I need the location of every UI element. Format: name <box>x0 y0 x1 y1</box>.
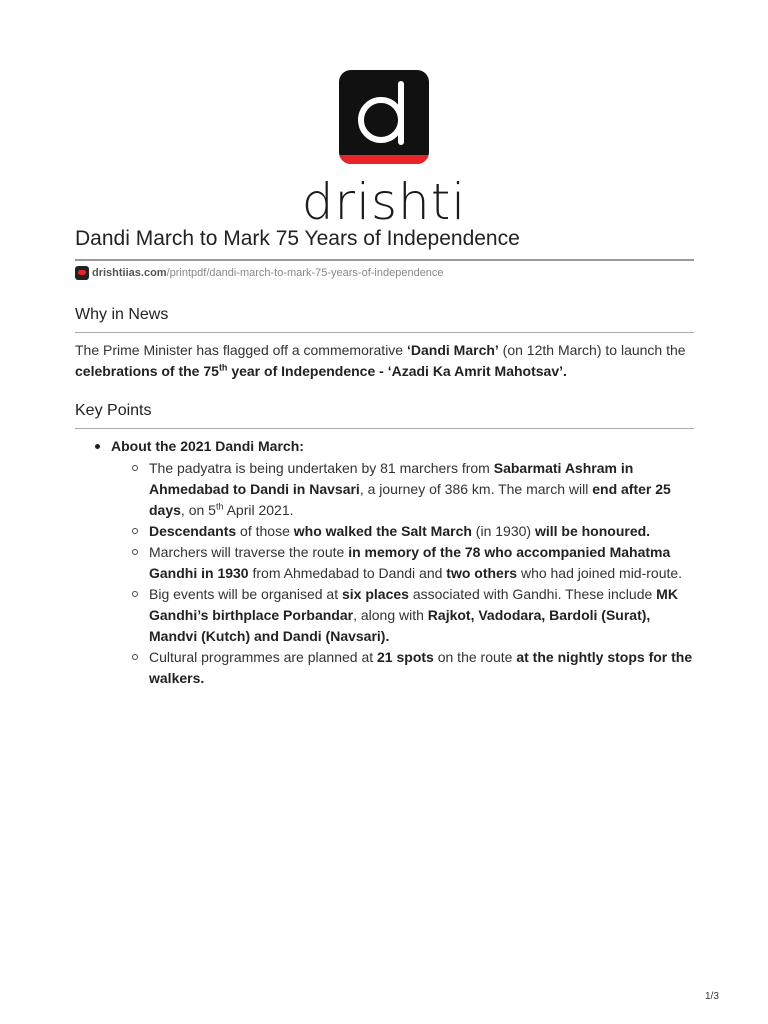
source-domain[interactable]: drishtiias.com <box>92 267 167 279</box>
text: who had joined mid-route. <box>517 565 683 581</box>
superscript: th <box>215 501 224 512</box>
text: Cultural programmes are planned at <box>149 649 378 665</box>
text: celebrations of the 75 <box>75 363 219 379</box>
circle-bullet-icon <box>132 528 138 534</box>
bullet-icon <box>95 444 100 449</box>
text: Marchers will traverse the route <box>149 544 349 560</box>
emphasis: ‘Dandi March’ <box>407 342 499 358</box>
text: (on 12th March) to launch the <box>498 342 686 358</box>
title-divider <box>75 259 694 261</box>
emphasis: will be honoured. <box>534 523 651 539</box>
page-number: 1/3 <box>705 991 719 1002</box>
logo-d-icon <box>339 70 429 164</box>
circle-bullet-icon <box>132 591 138 597</box>
text: , a journey of 386 km. The march will <box>359 481 593 497</box>
text: , along with <box>353 607 428 623</box>
circle-bullet-icon <box>132 654 138 660</box>
text: associated with Gandhi. These include <box>408 586 657 602</box>
sub-list-item <box>111 584 695 647</box>
list-item-label: About the 2021 Dandi March: <box>111 438 304 454</box>
circle-bullet-icon <box>132 465 138 471</box>
sub-list-item <box>111 542 695 584</box>
logo-mark <box>339 70 429 164</box>
emphasis <box>75 363 567 379</box>
text: , on 5 <box>180 502 216 518</box>
why-in-news-paragraph <box>75 340 695 382</box>
page-title: Dandi March to Mark 75 Years of Independence <box>75 227 520 250</box>
text: on the route <box>433 649 517 665</box>
emphasis: who walked the Salt March <box>293 523 472 539</box>
logo-wordmark: drishti <box>301 173 467 231</box>
text: year of Independence - ‘Azadi Ka Amrit Mahotsav’. <box>227 363 567 379</box>
text: April 2021. <box>223 502 294 518</box>
drishti-favicon-icon <box>75 266 89 280</box>
key-points-divider <box>75 428 694 429</box>
emphasis: two others <box>446 565 518 581</box>
source-link[interactable] <box>75 266 444 280</box>
circle-bullet-icon <box>132 549 138 555</box>
sub-list-item <box>111 521 695 542</box>
emphasis: Rajkot, Vadodara, Bardoli (Surat), Mandvi (Kutch) and Dandi (Navsari). <box>149 607 651 644</box>
text: Big events will be organised at <box>149 586 342 602</box>
list-item <box>75 436 695 689</box>
heading-why-in-news: Why in News <box>75 306 169 323</box>
text: The Prime Minister has flagged off a commemorative <box>75 342 407 358</box>
emphasis: MK Gandhi’s birthplace Porbandar <box>149 586 678 623</box>
source-path[interactable]: /printpdf/dandi-march-to-mark-75-years-of-independence <box>166 267 444 279</box>
emphasis: Sabarmati Ashram in Ahmedabad to Dandi in Navsari <box>149 460 634 497</box>
text: (in 1930) <box>471 523 535 539</box>
logo-accent-bar <box>339 155 429 164</box>
emphasis: in memory of the 78 who accompanied Mahatma Gandhi in 1930 <box>149 544 671 581</box>
superscript: th <box>218 362 228 373</box>
emphasis: 21 spots <box>377 649 434 665</box>
heading-key-points: Key Points <box>75 402 152 419</box>
emphasis: six places <box>342 586 409 602</box>
sub-list-item <box>111 647 695 689</box>
text: of those <box>236 523 294 539</box>
why-divider <box>75 332 694 333</box>
text: from Ahmedabad to Dandi and <box>248 565 447 581</box>
text: The padyatra is being undertaken by 81 marchers from <box>149 460 494 476</box>
emphasis: Descendants <box>149 523 237 539</box>
drishti-logo <box>0 70 768 231</box>
emphasis: end after 25 days <box>149 481 671 518</box>
key-points-list <box>75 436 695 689</box>
sub-list-item <box>111 458 695 521</box>
emphasis: at the nightly stops for the walkers. <box>149 649 693 686</box>
